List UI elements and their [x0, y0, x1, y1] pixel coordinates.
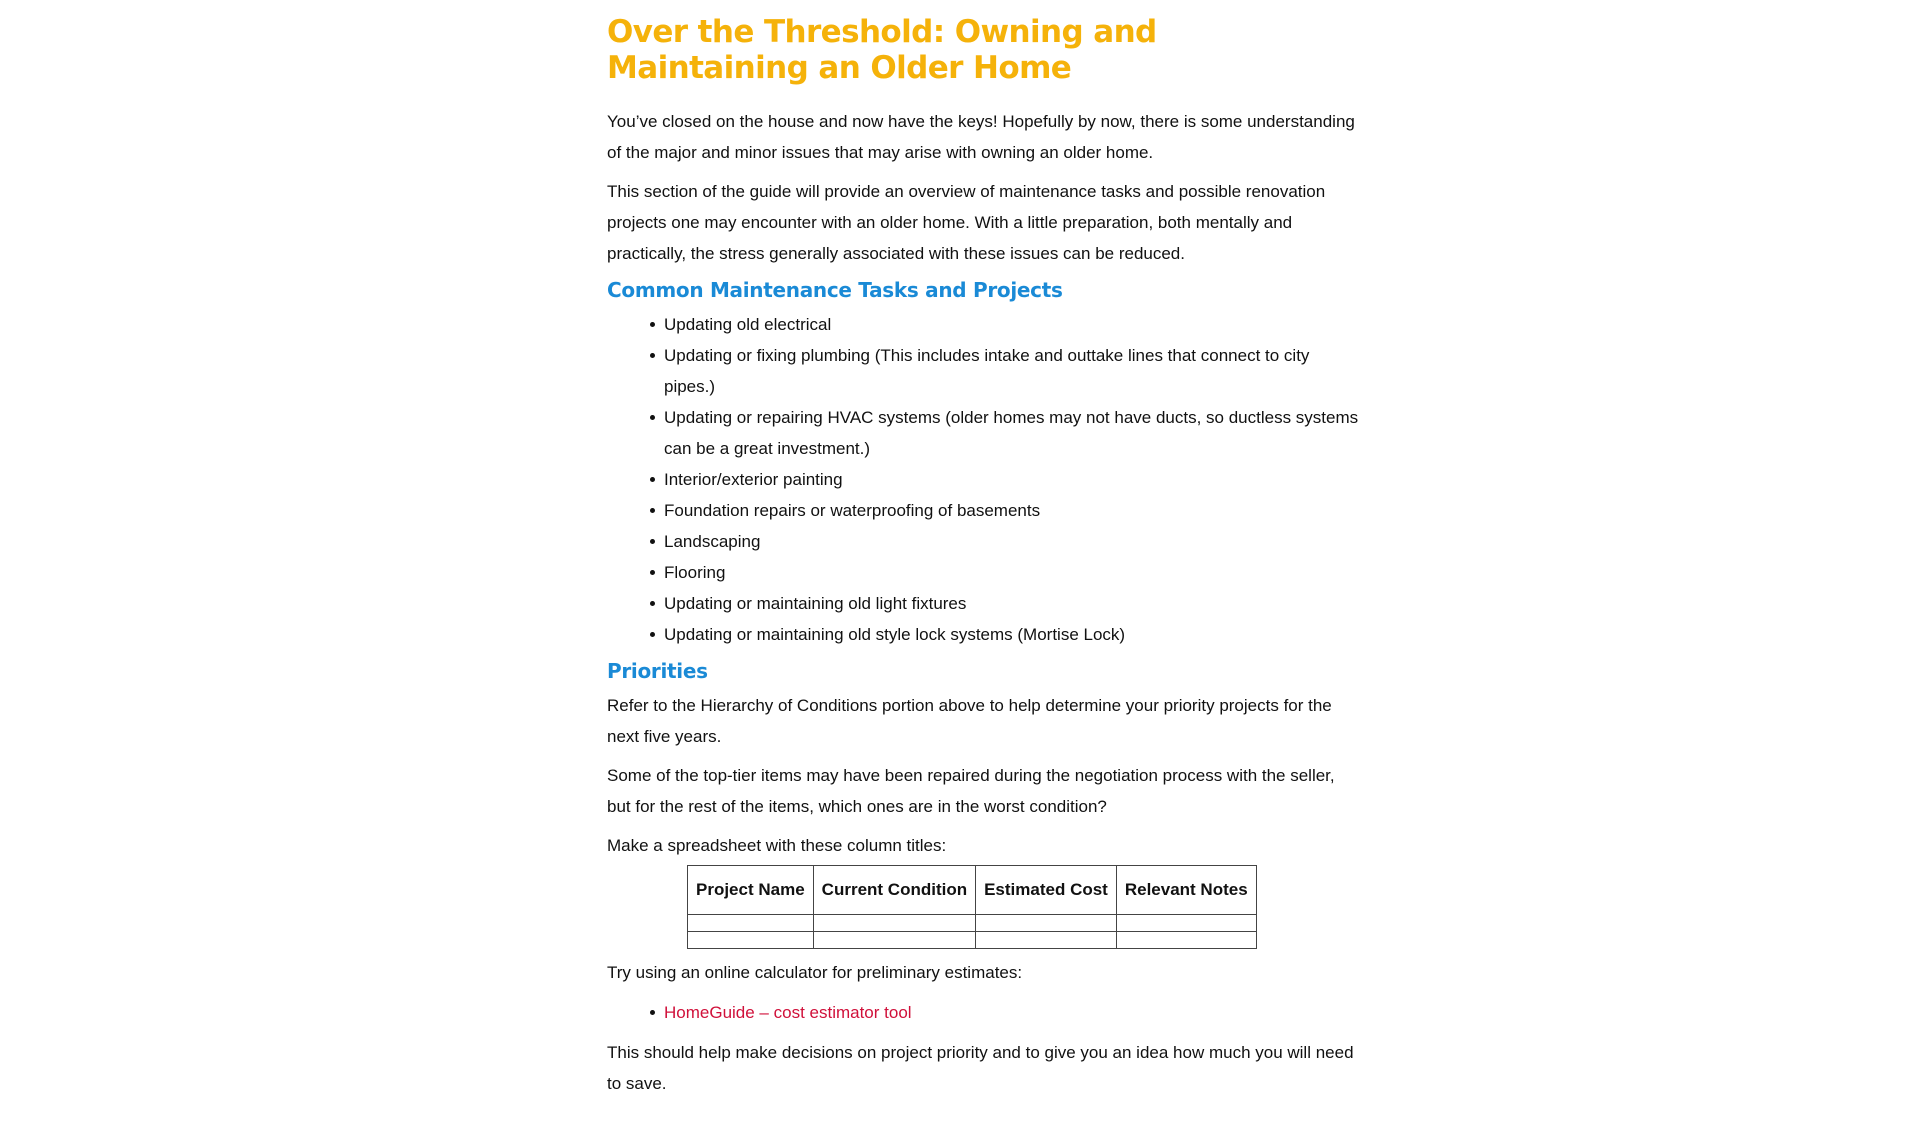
table-row: [688, 915, 1257, 932]
calculator-link-list: [607, 997, 1359, 1028]
table-cell: [1116, 932, 1256, 949]
table-header-cell: Estimated Cost: [976, 866, 1117, 915]
list-item: [664, 997, 1359, 1028]
intro-paragraph-2: This section of the guide will provide an overview of maintenance tasks and possible renovation projects one may encounter with an older home. With a little preparation, both mentally and practically, the stress generally associated with these issues can be reduced.: [607, 182, 1326, 263]
list-item: Interior/exterior painting: [664, 464, 1359, 495]
article: [607, 0, 1359, 1099]
table-cell: [813, 932, 975, 949]
intro-paragraph-1: You’ve closed on the house and now have the keys! Hopefully by now, there is some understanding of the major and minor issues that may arise with owning an older home.: [607, 112, 1355, 162]
list-item: Updating or maintaining old style lock systems (Mortise Lock): [664, 619, 1359, 650]
table-cell: [976, 915, 1117, 932]
calculator-intro: Try using an online calculator for preliminary estimates:: [607, 963, 1023, 982]
closing-paragraph: This should help make decisions on project priority and to give you an idea how much you will need to save.: [607, 1043, 1354, 1093]
table-cell: [688, 915, 814, 932]
table-header-row: [688, 866, 1257, 915]
priorities-paragraph-1: Refer to the Hierarchy of Conditions portion above to help determine your priority projects for the next five years.: [607, 696, 1332, 746]
priorities-paragraph-2: Some of the top-tier items may have been repaired during the negotiation process with the seller, but for the rest of the items, which ones are in the worst condition?: [607, 766, 1335, 816]
maintenance-task-list: [607, 309, 1359, 650]
list-item: Foundation repairs or waterproofing of basements: [664, 495, 1359, 526]
list-item: Updating or maintaining old light fixtures: [664, 588, 1359, 619]
table-header-cell: Current Condition: [813, 866, 975, 915]
table-row: [688, 932, 1257, 949]
table-cell: [813, 915, 975, 932]
table-header-cell: Relevant Notes: [1116, 866, 1256, 915]
table-cell: [688, 932, 814, 949]
section-heading-priorities: Priorities: [607, 659, 708, 683]
list-item: Updating or fixing plumbing (This includes intake and outtake lines that connect to city pipes.): [664, 340, 1359, 402]
table-cell: [976, 932, 1117, 949]
section-heading-maintenance: Common Maintenance Tasks and Projects: [607, 278, 1063, 302]
table-cell: [1116, 915, 1256, 932]
page-title: Over the Threshold: Owning and Maintaining an Older Home: [607, 14, 1157, 86]
homeguide-link[interactable]: HomeGuide – cost estimator tool: [664, 1003, 912, 1022]
spreadsheet-table: [687, 865, 1257, 949]
list-item: Updating or repairing HVAC systems (older homes may not have ducts, so ductless systems can be a great investment.): [664, 402, 1359, 464]
spreadsheet-intro: Make a spreadsheet with these column titles:: [607, 836, 947, 855]
list-item: Landscaping: [664, 526, 1359, 557]
list-item: Flooring: [664, 557, 1359, 588]
list-item: Updating old electrical: [664, 309, 1359, 340]
table-header-cell: Project Name: [688, 866, 814, 915]
